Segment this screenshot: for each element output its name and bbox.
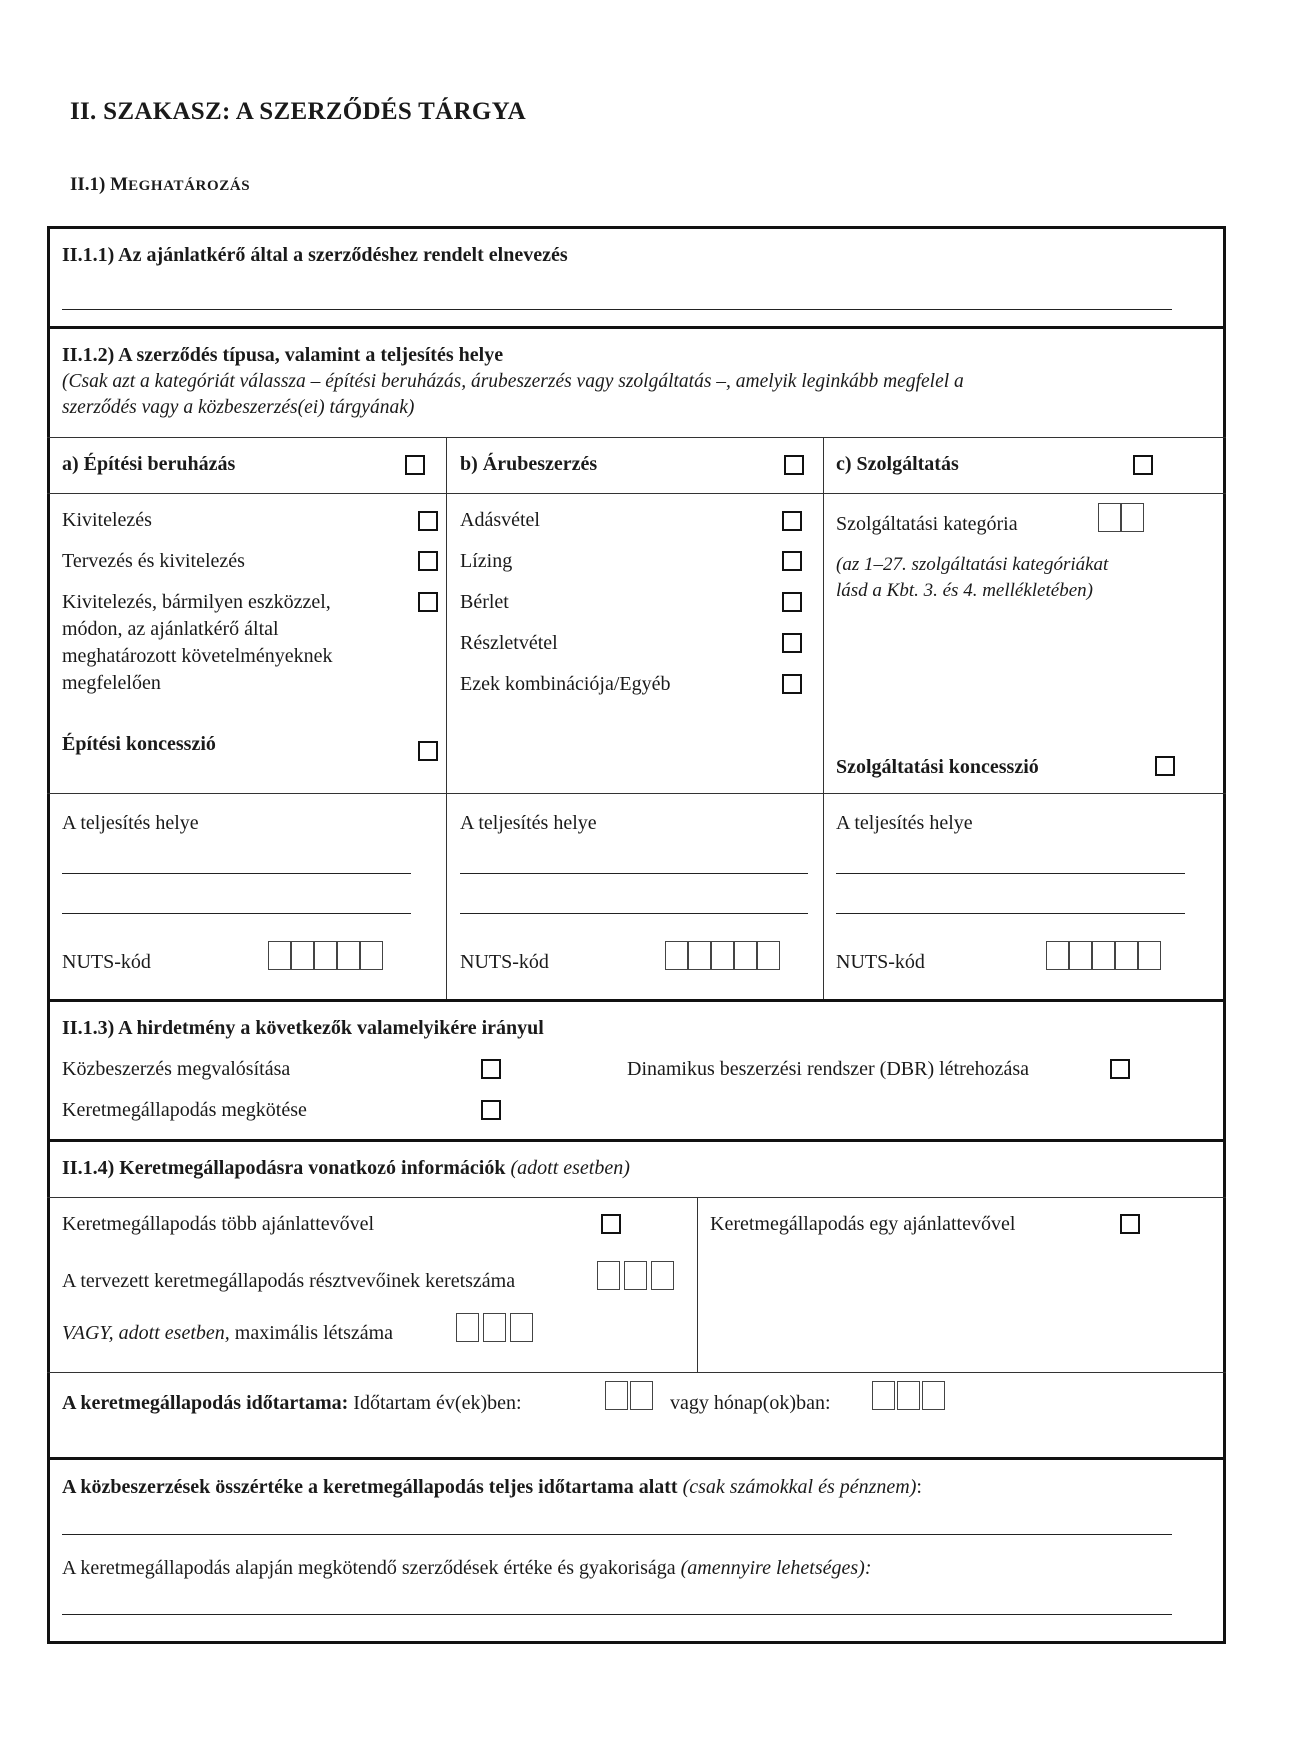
- form-frame: [47, 226, 1226, 1644]
- value-line[interactable]: [62, 1534, 1172, 1535]
- col-b-item: Bérlet: [460, 591, 509, 613]
- nuts-digit-box[interactable]: [314, 941, 337, 970]
- nuts-digit-box[interactable]: [665, 941, 688, 970]
- divider: [47, 1457, 1226, 1460]
- column-divider: [823, 437, 824, 1000]
- nuts-digit-box[interactable]: [268, 941, 291, 970]
- place-line-a[interactable]: [62, 873, 411, 874]
- s113-opt3: Dinamikus beszerzési rendszer (DBR) létrehozása: [627, 1058, 1030, 1080]
- divider: [47, 326, 1226, 329]
- nuts-digit-box[interactable]: [688, 941, 711, 970]
- category-digit-box[interactable]: [1098, 503, 1121, 532]
- nuts-digit-box[interactable]: [1138, 941, 1161, 970]
- divider: [47, 793, 1226, 794]
- s114-single: Keretmegállapodás egy ajánlattevővel: [710, 1213, 1016, 1235]
- col-a-checkbox[interactable]: [405, 455, 425, 475]
- s114-multi: Keretmegállapodás több ajánlattevővel: [62, 1213, 375, 1235]
- col-a-item: módon, az ajánlatkérő által: [62, 618, 279, 640]
- col-b-item: Lízing: [460, 550, 513, 572]
- subsection-title: II.1) MEGHATÁROZÁS: [70, 174, 251, 195]
- s113-title: II.1.3) A hirdetmény a következők valamelyikére irányul: [62, 1017, 544, 1039]
- nuts-label-a: NUTS-kód: [62, 951, 151, 973]
- keretmegallapodas-checkbox[interactable]: [481, 1100, 501, 1120]
- year-digit-box[interactable]: [630, 1381, 653, 1410]
- nuts-digit-box[interactable]: [757, 941, 780, 970]
- planned-digit-box[interactable]: [651, 1261, 674, 1290]
- place-line-b[interactable]: [460, 913, 808, 914]
- col-c-concession: Szolgáltatási koncesszió: [836, 756, 1039, 778]
- divider: [47, 1197, 1226, 1198]
- place-line-b[interactable]: [460, 873, 808, 874]
- max-digit-box[interactable]: [483, 1313, 506, 1342]
- column-divider: [697, 1197, 698, 1372]
- s111-title: II.1.1) Az ajánlatkérő által a szerződéshez rendelt elnevezés: [62, 244, 568, 266]
- col-a-concession: Építési koncesszió: [62, 733, 216, 755]
- place-label-a: A teljesítés helye: [62, 812, 199, 834]
- freq-line[interactable]: [62, 1614, 1172, 1615]
- divider: [47, 999, 1226, 1002]
- nuts-digit-box[interactable]: [1046, 941, 1069, 970]
- berlet-checkbox[interactable]: [782, 592, 802, 612]
- month-digit-box[interactable]: [897, 1381, 920, 1410]
- barmilyen-checkbox[interactable]: [418, 592, 438, 612]
- lizing-checkbox[interactable]: [782, 551, 802, 571]
- epitesi-koncesszio-checkbox[interactable]: [418, 741, 438, 761]
- s114-title: II.1.4) Keretmegállapodásra vonatkozó információk (adott esetben): [62, 1157, 630, 1179]
- divider: [47, 437, 1226, 438]
- multi-checkbox[interactable]: [601, 1214, 621, 1234]
- col-a-item: megfelelően: [62, 672, 161, 694]
- col-a-item: Kivitelezés, bármilyen eszközzel,: [62, 591, 331, 613]
- col-c-category: Szolgáltatási kategória: [836, 513, 1018, 535]
- s111-name-line[interactable]: [62, 309, 1172, 310]
- nuts-digit-box[interactable]: [1092, 941, 1115, 970]
- nuts-digit-box[interactable]: [734, 941, 757, 970]
- nuts-digit-box[interactable]: [291, 941, 314, 970]
- nuts-label-b: NUTS-kód: [460, 951, 549, 973]
- col-a-item: Tervezés és kivitelezés: [62, 550, 245, 572]
- single-checkbox[interactable]: [1120, 1214, 1140, 1234]
- nuts-digit-box[interactable]: [1115, 941, 1138, 970]
- szolgaltatasi-koncesszio-checkbox[interactable]: [1155, 756, 1175, 776]
- place-label-b: A teljesítés helye: [460, 812, 597, 834]
- tervezes-checkbox[interactable]: [418, 551, 438, 571]
- max-digit-box[interactable]: [510, 1313, 533, 1342]
- planned-digit-box[interactable]: [597, 1261, 620, 1290]
- category-digit-box[interactable]: [1121, 503, 1144, 532]
- col-c-note-1: (az 1–27. szolgáltatási kategóriákat: [836, 554, 1109, 575]
- divider: [47, 1372, 1226, 1373]
- s112-note-1: (Csak azt a kategóriát válassza – építési beruházás, árubeszerzés vagy szolgáltatás –, amelyik leginkább megfelel a: [62, 371, 964, 392]
- year-digit-box[interactable]: [605, 1381, 628, 1410]
- s112-title: II.1.2) A szerződés típusa, valamint a teljesítés helye: [62, 344, 504, 366]
- dbr-checkbox[interactable]: [1110, 1059, 1130, 1079]
- value-label: A közbeszerzések összértéke a keretmegállapodás teljes időtartama alatt (csak számokkal és pénznem):: [62, 1476, 922, 1498]
- kombinacio-checkbox[interactable]: [782, 674, 802, 694]
- adasvetel-checkbox[interactable]: [782, 511, 802, 531]
- nuts-digit-box[interactable]: [1069, 941, 1092, 970]
- s114-planned: A tervezett keretmegállapodás résztvevőinek keretszáma: [62, 1270, 516, 1292]
- s113-opt2: Keretmegállapodás megkötése: [62, 1099, 307, 1121]
- col-b-item: Részletvétel: [460, 632, 558, 654]
- nuts-digit-box[interactable]: [337, 941, 360, 970]
- freq-label: A keretmegállapodás alapján megkötendő szerződések értéke és gyakorisága (amennyire lehetséges):: [62, 1557, 872, 1579]
- month-digit-box[interactable]: [872, 1381, 895, 1410]
- col-a-header: a) Építési beruházás: [62, 453, 236, 475]
- duration-months: vagy hónap(ok)ban:: [670, 1392, 831, 1414]
- reszletvetel-checkbox[interactable]: [782, 633, 802, 653]
- month-digit-box[interactable]: [922, 1381, 945, 1410]
- col-b-item: Adásvétel: [460, 509, 540, 531]
- planned-digit-box[interactable]: [624, 1261, 647, 1290]
- col-b-header: b) Árubeszerzés: [460, 453, 598, 475]
- max-digit-box[interactable]: [456, 1313, 479, 1342]
- col-c-checkbox[interactable]: [1133, 455, 1153, 475]
- nuts-label-c: NUTS-kód: [836, 951, 925, 973]
- kozbeszerzes-checkbox[interactable]: [481, 1059, 501, 1079]
- col-b-checkbox[interactable]: [784, 455, 804, 475]
- column-divider: [446, 437, 447, 1000]
- col-a-item: Kivitelezés: [62, 509, 152, 531]
- nuts-digit-box[interactable]: [360, 941, 383, 970]
- place-label-c: A teljesítés helye: [836, 812, 973, 834]
- col-b-item: Ezek kombinációja/Egyéb: [460, 673, 671, 695]
- s112-note-2: szerződés vagy a közbeszerzés(ei) tárgyának): [62, 397, 415, 418]
- s113-opt1: Közbeszerzés megvalósítása: [62, 1058, 291, 1080]
- duration-row: A keretmegállapodás időtartama: Időtartam év(ek)ben:: [62, 1392, 522, 1414]
- divider: [47, 1139, 1226, 1142]
- section-title: II. SZAKASZ: A SZERZŐDÉS TÁRGYA: [70, 98, 526, 125]
- kivitelezes-checkbox[interactable]: [418, 511, 438, 531]
- divider: [47, 493, 1226, 494]
- place-line-c[interactable]: [836, 913, 1185, 914]
- col-c-note-2: lásd a Kbt. 3. és 4. mellékletében): [836, 580, 1093, 601]
- col-c-header: c) Szolgáltatás: [836, 453, 959, 475]
- place-line-c[interactable]: [836, 873, 1185, 874]
- place-line-a[interactable]: [62, 913, 411, 914]
- s114-max: VAGY, adott esetben, maximális létszáma: [62, 1322, 394, 1344]
- nuts-digit-box[interactable]: [711, 941, 734, 970]
- col-a-item: meghatározott követelményeknek: [62, 645, 333, 667]
